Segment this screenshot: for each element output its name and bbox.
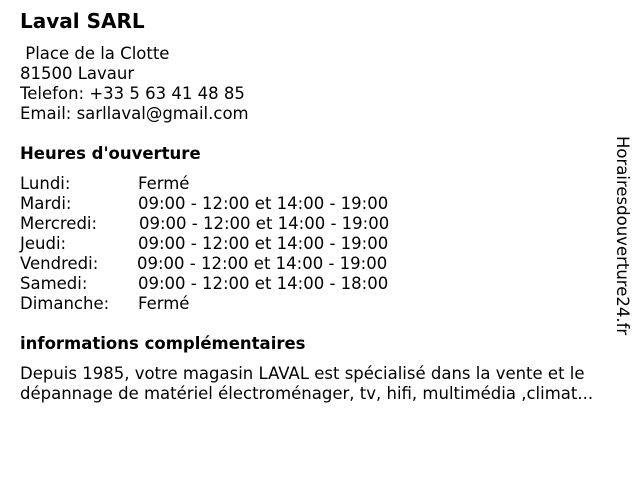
day-label: Samedi: <box>20 274 88 293</box>
info-line: Depuis 1985, votre magasin LAVAL est spécialisé dans la vente et le <box>20 364 585 383</box>
hours-value: Fermé <box>138 174 190 193</box>
hours-value: 09:00 - 12:00 et 14:00 - 18:00 <box>138 274 389 293</box>
site-watermark: Horairesdouverture24.fr <box>613 136 632 336</box>
contact-block <box>20 44 249 124</box>
day-label: Mercredi: <box>20 214 98 233</box>
hours-value: 09:00 - 12:00 et 14:00 - 19:00 <box>138 194 389 213</box>
business-name: Laval SARL <box>20 9 145 33</box>
day-label: Vendredi: <box>20 254 99 273</box>
hours-value: 09:00 - 12:00 et 14:00 - 19:00 <box>139 214 390 233</box>
opening-hours-heading: Heures d'ouverture <box>20 144 201 163</box>
additional-info-text <box>20 364 620 404</box>
hours-value: 09:00 - 12:00 et 14:00 - 19:00 <box>138 234 389 253</box>
hours-value: Fermé <box>138 294 190 313</box>
info-line: dépannage de matériel électroménager, tv, hifi, multimédia ,climat... <box>20 384 594 403</box>
email-address: Email: sarllaval@gmail.com <box>20 104 249 123</box>
city-postcode: 81500 Lavaur <box>20 64 135 83</box>
additional-info-heading: informations complémentaires <box>20 334 306 353</box>
phone-number: Telefon: +33 5 63 41 48 85 <box>20 84 245 103</box>
day-label: Lundi: <box>20 174 71 193</box>
hours-value: 09:00 - 12:00 et 14:00 - 19:00 <box>137 254 388 273</box>
street-address: Place de la Clotte <box>20 44 170 63</box>
day-label: Mardi: <box>20 194 72 213</box>
day-label: Jeudi: <box>20 234 67 253</box>
day-label: Dimanche: <box>20 294 110 313</box>
